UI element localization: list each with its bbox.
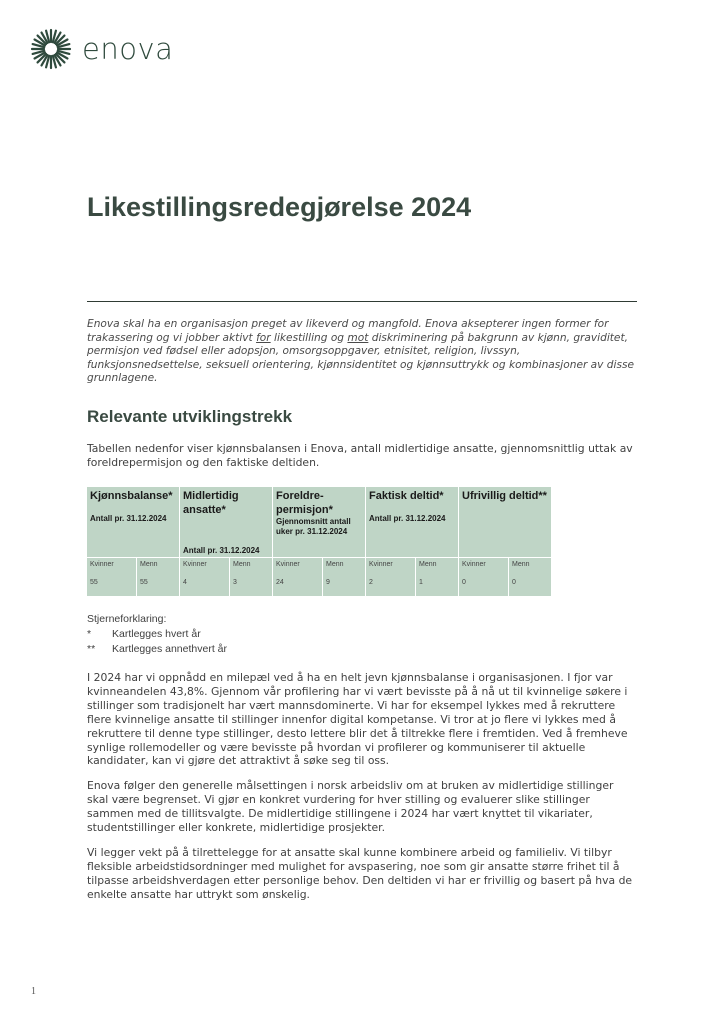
col-header-parental-leave: Foreldre-permisjon* Gjennomsnitt antall uker pr. 31.12.2024: [273, 487, 366, 558]
page-number: 1: [31, 986, 36, 997]
body-paragraph: I 2024 har vi oppnådd en milepæl ved å ha en helt jevn kjønnsbalanse i organisasjonen. I fjor var kvinneandelen 43,8%. Gjennom vår profilering har vi vært bevisste på å nå ut til kvinnelige søkere i stillinger som tradisjonelt har vært mannsdominerte. Vi har for eksempel lykkes med å rekruttere flere kvinnelige ansatte til stillinger innenfor digital kompetanse. Vi tror at jo flere vi lykkes med å rekruttere til denne type stillinger, desto lettere blir det å tiltrekke flere i fremtiden. Ved å fremheve synlige rollemodeller og være bevisste på hvordan vi profilerer og kommuniserer til aktuelle kandidater, kan vi gjøre det attraktivt å søke seg til oss.: [87, 671, 628, 768]
body-paragraph: Enova følger den generelle målsettingen i norsk arbeidsliv om at bruken av midlertidige stillinger skal være begrenset. Vi gjør en konkret vurdering for hver stilling og evaluerer slike stillinger sammen med de tillitsvalgte. De midlertidige stillingene i 2024 har vært knyttet til vikariater, studentstillinger eller konkrete, midlertidige prosjekter.: [87, 779, 614, 834]
table-cell: Kvinner 2: [366, 558, 416, 597]
section-heading: Relevante utviklingstrekk: [87, 407, 293, 426]
table-cell: Menn 1: [416, 558, 459, 597]
legend-heading: Stjerneforklaring:: [87, 613, 167, 625]
page-title: Likestillingsredegjørelse 2024: [87, 192, 472, 222]
col-header-gender-balance: Kjønnsbalanse* Antall pr. 31.12.2024: [87, 487, 180, 558]
table-cell: Kvinner 0: [459, 558, 509, 597]
stats-table: [86, 486, 552, 597]
table-cell: Menn 3: [230, 558, 273, 597]
title-divider: [87, 301, 637, 302]
table-cell: Menn 55: [137, 558, 180, 597]
table-cell: Menn 0: [509, 558, 552, 597]
table-cell: Kvinner 4: [180, 558, 230, 597]
col-header-involuntary-part-time: Ufrivillig deltid**: [459, 487, 552, 558]
body-paragraph: Vi legger vekt på å tilrettelegge for at ansatte skal kunne kombinere arbeid og familieliv. Vi tilbyr fleksible arbeidstidsordninger med mulighet for avspasering, noe som gir ansatte større frihet til å tilpasse arbeidshverdagen etter personlige behov. Den deltiden vi har er frivillig og basert på hva de enkelte ansatte har uttrykt som ønskelig.: [87, 846, 633, 901]
logo-wordmark: enova: [82, 32, 174, 66]
col-header-part-time: Faktisk deltid* Antall pr. 31.12.2024: [366, 487, 459, 558]
sunburst-logo-icon: [30, 28, 72, 70]
asterisk-legend: [87, 612, 227, 657]
legend-item: * Kartlegges hvert år: [87, 628, 201, 640]
table-cell: Menn 9: [323, 558, 366, 597]
intro-statement: Enova skal ha en organisasjon preget av likeverd og mangfold. Enova aksepterer ingen former for trakassering og vi jobber aktivt for likestilling og mot diskriminering på bakgrunn av kjønn, graviditet, permisjon ved fødsel eller adopsjon, omsorgsoppgaver, etnisitet, religion, livssyn, funksjonsnedsettelse, seksuell orientering, kjønnsidentitet og kjønnsuttrykk og kombinasjoner av disse grunnlagene.: [87, 318, 635, 385]
enova-logo: [30, 29, 180, 69]
table-cell: Kvinner 24: [273, 558, 323, 597]
table-cell: Kvinner 55: [87, 558, 137, 597]
col-header-temporary: Midlertidig ansatte* Antall pr. 31.12.2024: [180, 487, 273, 558]
table-intro: Tabellen nedenfor viser kjønnsbalansen i Enova, antall midlertidige ansatte, gjennomsnittlig uttak av foreldrepermisjon og den faktiske deltiden.: [87, 442, 633, 469]
legend-item: ** Kartlegges annethvert år: [87, 643, 227, 655]
